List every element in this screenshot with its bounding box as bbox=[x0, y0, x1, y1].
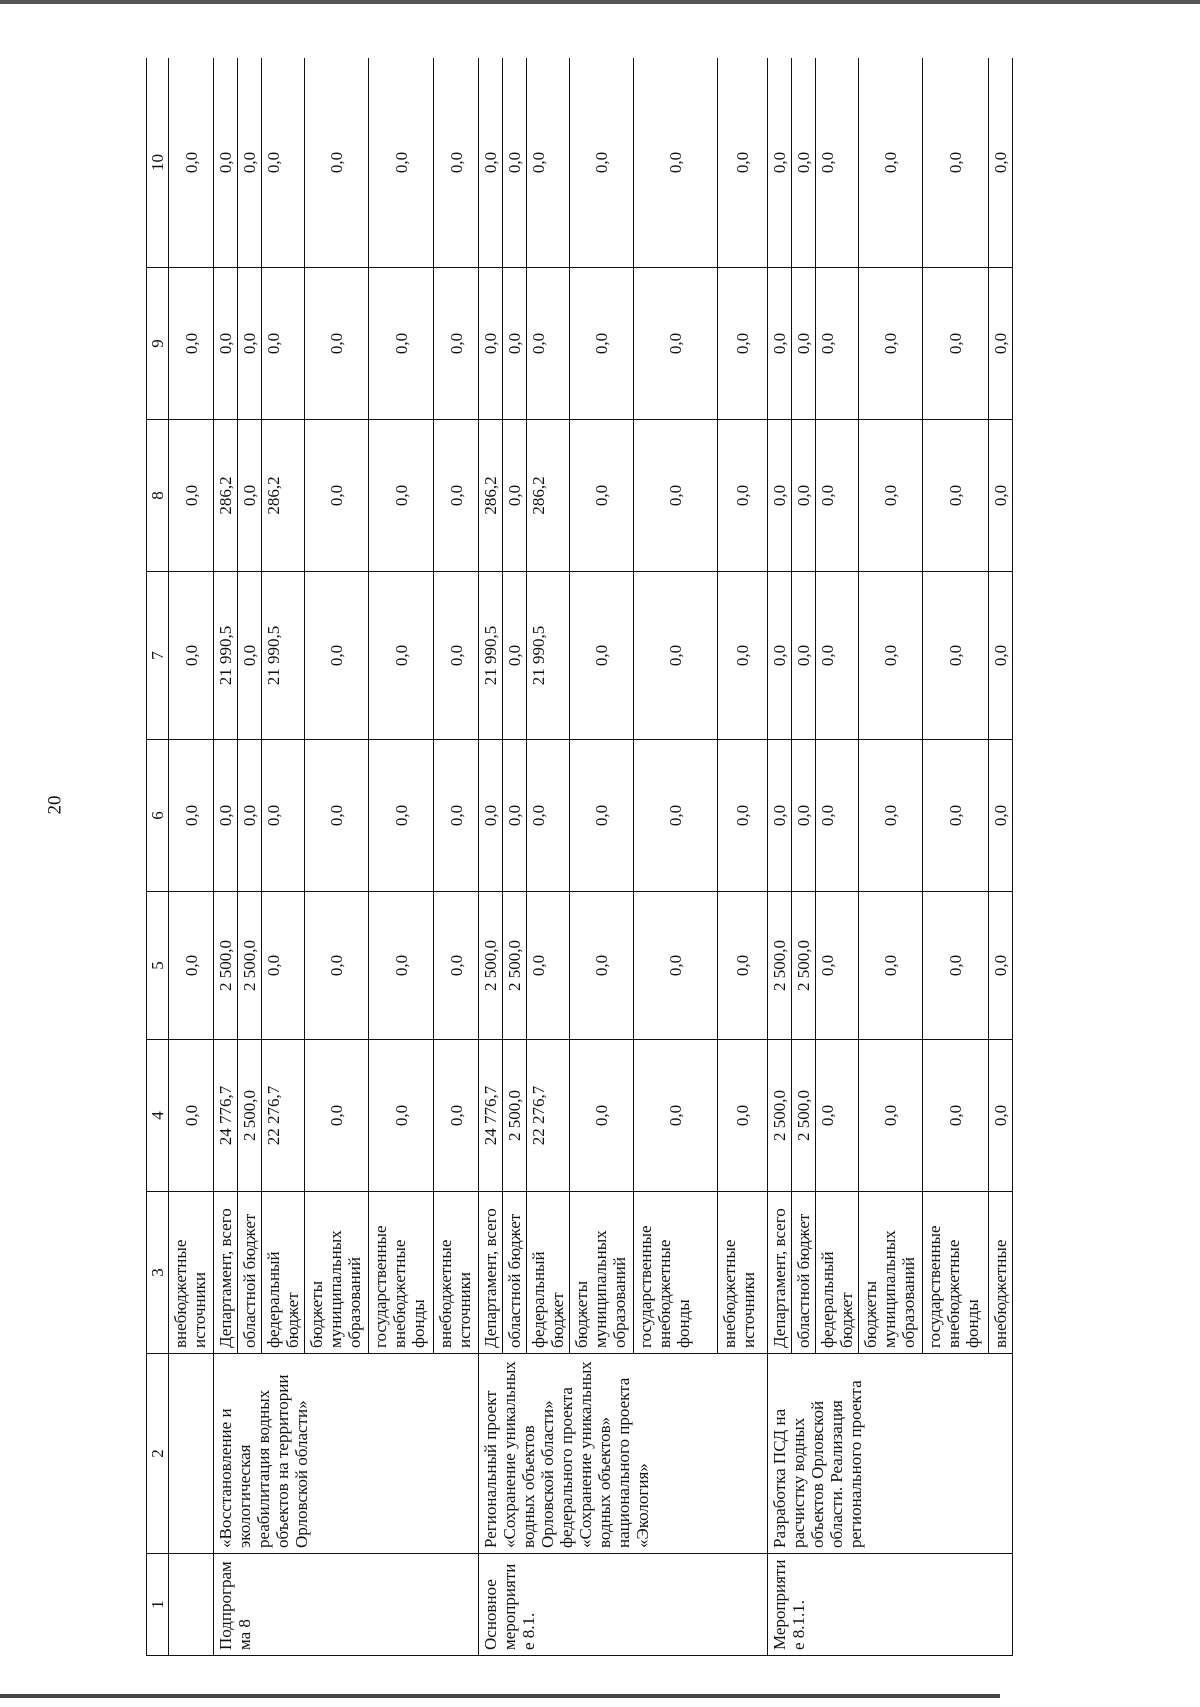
cell-value: 0,0 bbox=[434, 1040, 479, 1192]
cell-value: 0,0 bbox=[434, 420, 479, 572]
cell-value: 0,0 bbox=[527, 268, 570, 420]
cell-value: 0,0 bbox=[238, 268, 262, 420]
cell-value: 0,0 bbox=[989, 268, 1013, 420]
cell-value: 21 990,5 bbox=[214, 572, 238, 740]
cell-source: федеральный бюджет bbox=[816, 1192, 859, 1354]
page-number: 20 bbox=[44, 795, 66, 815]
cell-value: 0,0 bbox=[923, 58, 989, 268]
table-container bbox=[146, 58, 1196, 1656]
cell-value: 21 990,5 bbox=[527, 572, 570, 740]
cell-value: 2 500,0 bbox=[503, 1040, 527, 1192]
cell-value: 0,0 bbox=[923, 420, 989, 572]
table-row bbox=[768, 58, 792, 1656]
cell-value: 0,0 bbox=[527, 740, 570, 892]
cell-source: государственные внебюджетные фонды bbox=[369, 1192, 434, 1354]
cell-value: 0,0 bbox=[859, 1040, 923, 1192]
cell-name: «Восстановление и экологическая реабилитация водных объектов на территории Орловской области» bbox=[214, 1354, 479, 1554]
cell-value: 0,0 bbox=[859, 572, 923, 740]
cell-value: 0,0 bbox=[768, 572, 792, 740]
cell-value: 0,0 bbox=[238, 420, 262, 572]
cell-value: 0,0 bbox=[262, 58, 305, 268]
cell-value: 24 776,7 bbox=[214, 1040, 238, 1192]
cell-value: 0,0 bbox=[718, 740, 768, 892]
cell-value: 0,0 bbox=[570, 740, 634, 892]
header-row bbox=[147, 58, 169, 1656]
cell-value: 0,0 bbox=[718, 572, 768, 740]
col-header: 9 bbox=[147, 268, 169, 420]
col-header: 6 bbox=[147, 740, 169, 892]
cell-value: 2 500,0 bbox=[792, 892, 816, 1040]
cell-value: 0,0 bbox=[434, 58, 479, 268]
cell-value: 0,0 bbox=[570, 58, 634, 268]
cell-source: государственные внебюджетные фонды bbox=[923, 1192, 989, 1354]
budget-table bbox=[146, 58, 1013, 1656]
cell-value: 0,0 bbox=[634, 268, 718, 420]
cell-value: 0,0 bbox=[923, 1040, 989, 1192]
cell-value: 0,0 bbox=[718, 1040, 768, 1192]
cell-source: областной бюджет bbox=[503, 1192, 527, 1354]
cell-source: Департамент, всего bbox=[479, 1192, 503, 1354]
cell-value: 0,0 bbox=[214, 268, 238, 420]
cell-value: 0,0 bbox=[570, 1040, 634, 1192]
cell-value: 0,0 bbox=[718, 58, 768, 268]
cell-value: 0,0 bbox=[238, 572, 262, 740]
cell-value: 0,0 bbox=[792, 268, 816, 420]
cell-value: 0,0 bbox=[305, 420, 369, 572]
cell-value: 0,0 bbox=[923, 892, 989, 1040]
col-header: 2 bbox=[147, 1354, 169, 1554]
cell-value: 2 500,0 bbox=[479, 892, 503, 1040]
cell-value: 0,0 bbox=[238, 740, 262, 892]
cell-value: 0,0 bbox=[169, 1040, 214, 1192]
cell-value: 0,0 bbox=[503, 740, 527, 892]
cell-source: внебюджетные bbox=[989, 1192, 1013, 1354]
cell-value: 0,0 bbox=[816, 268, 859, 420]
cell-value: 0,0 bbox=[768, 58, 792, 268]
cell-value: 0,0 bbox=[262, 892, 305, 1040]
cell-value: 0,0 bbox=[718, 420, 768, 572]
col-header: 5 bbox=[147, 892, 169, 1040]
cell-source: Департамент, всего bbox=[214, 1192, 238, 1354]
cell-value: 0,0 bbox=[305, 892, 369, 1040]
cell-value: 0,0 bbox=[503, 572, 527, 740]
cell-code: Мероприятие 8.1.1. bbox=[768, 1554, 1013, 1656]
cell-value: 0,0 bbox=[169, 58, 214, 268]
cell-value: 0,0 bbox=[305, 268, 369, 420]
cell-value: 0,0 bbox=[479, 268, 503, 420]
cell-value: 2 500,0 bbox=[792, 1040, 816, 1192]
cell-value: 22 276,7 bbox=[262, 1040, 305, 1192]
cell-name bbox=[169, 1354, 214, 1554]
cell-source: федеральный бюджет bbox=[262, 1192, 305, 1354]
cell-source: Департамент, всего bbox=[768, 1192, 792, 1354]
cell-value: 21 990,5 bbox=[262, 572, 305, 740]
cell-value: 0,0 bbox=[369, 420, 434, 572]
cell-name: Разработка ПСД на расчистку водных объектов Орловской области. Реализация регионального проекта bbox=[768, 1354, 1013, 1554]
cell-value: 0,0 bbox=[369, 572, 434, 740]
cell-value: 0,0 bbox=[214, 740, 238, 892]
cell-value: 286,2 bbox=[262, 420, 305, 572]
cell-value: 0,0 bbox=[816, 740, 859, 892]
cell-value: 0,0 bbox=[989, 740, 1013, 892]
cell-value: 0,0 bbox=[570, 572, 634, 740]
cell-value: 0,0 bbox=[527, 58, 570, 268]
cell-value: 286,2 bbox=[479, 420, 503, 572]
cell-value: 2 500,0 bbox=[238, 1040, 262, 1192]
cell-code bbox=[169, 1554, 214, 1656]
cell-value: 0,0 bbox=[570, 892, 634, 1040]
cell-value: 0,0 bbox=[923, 740, 989, 892]
cell-value: 0,0 bbox=[634, 572, 718, 740]
col-header: 7 bbox=[147, 572, 169, 740]
cell-value: 0,0 bbox=[816, 572, 859, 740]
cell-source: внебюджетные источники bbox=[169, 1192, 214, 1354]
cell-value: 0,0 bbox=[634, 1040, 718, 1192]
cell-value: 0,0 bbox=[169, 268, 214, 420]
cell-value: 0,0 bbox=[262, 740, 305, 892]
scan-edge-bottom bbox=[0, 1694, 1000, 1698]
cell-value: 0,0 bbox=[859, 740, 923, 892]
cell-source: бюджеты муниципальных образований bbox=[570, 1192, 634, 1354]
cell-value: 0,0 bbox=[989, 58, 1013, 268]
cell-value: 0,0 bbox=[859, 58, 923, 268]
cell-value: 0,0 bbox=[859, 892, 923, 1040]
cell-value: 0,0 bbox=[369, 58, 434, 268]
cell-value: 0,0 bbox=[503, 268, 527, 420]
cell-value: 0,0 bbox=[305, 740, 369, 892]
cell-value: 2 500,0 bbox=[214, 892, 238, 1040]
cell-value: 21 990,5 bbox=[479, 572, 503, 740]
cell-value: 0,0 bbox=[718, 892, 768, 1040]
cell-value: 0,0 bbox=[923, 572, 989, 740]
cell-value: 0,0 bbox=[527, 892, 570, 1040]
cell-value: 286,2 bbox=[214, 420, 238, 572]
scan-edge-top bbox=[0, 0, 1200, 4]
cell-value: 0,0 bbox=[434, 892, 479, 1040]
cell-value: 0,0 bbox=[792, 740, 816, 892]
cell-value: 0,0 bbox=[989, 420, 1013, 572]
cell-value: 0,0 bbox=[816, 58, 859, 268]
cell-value: 0,0 bbox=[634, 58, 718, 268]
cell-value: 0,0 bbox=[479, 740, 503, 892]
cell-source: федеральный бюджет bbox=[527, 1192, 570, 1354]
col-header: 10 bbox=[147, 58, 169, 268]
cell-value: 0,0 bbox=[262, 268, 305, 420]
cell-value: 0,0 bbox=[369, 268, 434, 420]
cell-value: 0,0 bbox=[859, 268, 923, 420]
cell-value: 2 500,0 bbox=[238, 892, 262, 1040]
cell-source: бюджеты муниципальных образований bbox=[859, 1192, 923, 1354]
table-row bbox=[479, 58, 503, 1656]
cell-value: 0,0 bbox=[169, 892, 214, 1040]
cell-value: 0,0 bbox=[792, 58, 816, 268]
cell-source: государственные внебюджетные фонды bbox=[634, 1192, 718, 1354]
cell-value: 0,0 bbox=[369, 1040, 434, 1192]
cell-value: 0,0 bbox=[570, 420, 634, 572]
cell-value: 0,0 bbox=[434, 572, 479, 740]
cell-value: 0,0 bbox=[305, 1040, 369, 1192]
cell-value: 0,0 bbox=[634, 740, 718, 892]
cell-value: 22 276,7 bbox=[527, 1040, 570, 1192]
cell-value: 0,0 bbox=[169, 572, 214, 740]
cell-value: 0,0 bbox=[989, 572, 1013, 740]
cell-code: Подпрограмма 8 bbox=[214, 1554, 479, 1656]
cell-source: внебюджетные источники bbox=[434, 1192, 479, 1354]
cell-value: 0,0 bbox=[570, 268, 634, 420]
cell-value: 2 500,0 bbox=[768, 892, 792, 1040]
cell-value: 0,0 bbox=[768, 420, 792, 572]
cell-name: Региональный проект «Сохранение уникальных водных объектов Орловской области» федерального проекта «Сохранение уникальных водных объектов» национального проекта «Экология» bbox=[479, 1354, 768, 1554]
cell-source: внебюджетные источники bbox=[718, 1192, 768, 1354]
cell-value: 0,0 bbox=[503, 58, 527, 268]
table-row bbox=[214, 58, 238, 1656]
cell-value: 0,0 bbox=[169, 740, 214, 892]
cell-value: 0,0 bbox=[768, 740, 792, 892]
cell-source: областной бюджет bbox=[238, 1192, 262, 1354]
cell-value: 0,0 bbox=[369, 892, 434, 1040]
col-header: 3 bbox=[147, 1192, 169, 1354]
cell-value: 286,2 bbox=[527, 420, 570, 572]
col-header: 8 bbox=[147, 420, 169, 572]
col-header: 1 bbox=[147, 1554, 169, 1656]
cell-value: 0,0 bbox=[634, 420, 718, 572]
cell-value: 0,0 bbox=[816, 1040, 859, 1192]
cell-value: 0,0 bbox=[479, 58, 503, 268]
cell-code: Основное мероприятие 8.1. bbox=[479, 1554, 768, 1656]
cell-value: 0,0 bbox=[792, 572, 816, 740]
cell-value: 0,0 bbox=[305, 572, 369, 740]
cell-value: 2 500,0 bbox=[503, 892, 527, 1040]
cell-value: 0,0 bbox=[214, 58, 238, 268]
cell-value: 0,0 bbox=[634, 892, 718, 1040]
cell-value: 2 500,0 bbox=[768, 1040, 792, 1192]
cell-value: 0,0 bbox=[989, 892, 1013, 1040]
cell-value: 0,0 bbox=[816, 420, 859, 572]
cell-value: 0,0 bbox=[923, 268, 989, 420]
cell-value: 0,0 bbox=[503, 420, 527, 572]
cell-value: 0,0 bbox=[169, 420, 214, 572]
rotated-table-area bbox=[146, 58, 1196, 1656]
cell-value: 0,0 bbox=[434, 740, 479, 892]
cell-source: областной бюджет bbox=[792, 1192, 816, 1354]
cell-value: 0,0 bbox=[792, 420, 816, 572]
cell-value: 0,0 bbox=[305, 58, 369, 268]
cell-value: 0,0 bbox=[434, 268, 479, 420]
cell-value: 0,0 bbox=[369, 740, 434, 892]
col-header: 4 bbox=[147, 1040, 169, 1192]
table-row bbox=[169, 58, 214, 1656]
cell-value: 0,0 bbox=[768, 268, 792, 420]
cell-value: 0,0 bbox=[238, 58, 262, 268]
cell-value: 24 776,7 bbox=[479, 1040, 503, 1192]
cell-value: 0,0 bbox=[816, 892, 859, 1040]
cell-source: бюджеты муниципальных образований bbox=[305, 1192, 369, 1354]
cell-value: 0,0 bbox=[718, 268, 768, 420]
cell-value: 0,0 bbox=[859, 420, 923, 572]
cell-value: 0,0 bbox=[989, 1040, 1013, 1192]
